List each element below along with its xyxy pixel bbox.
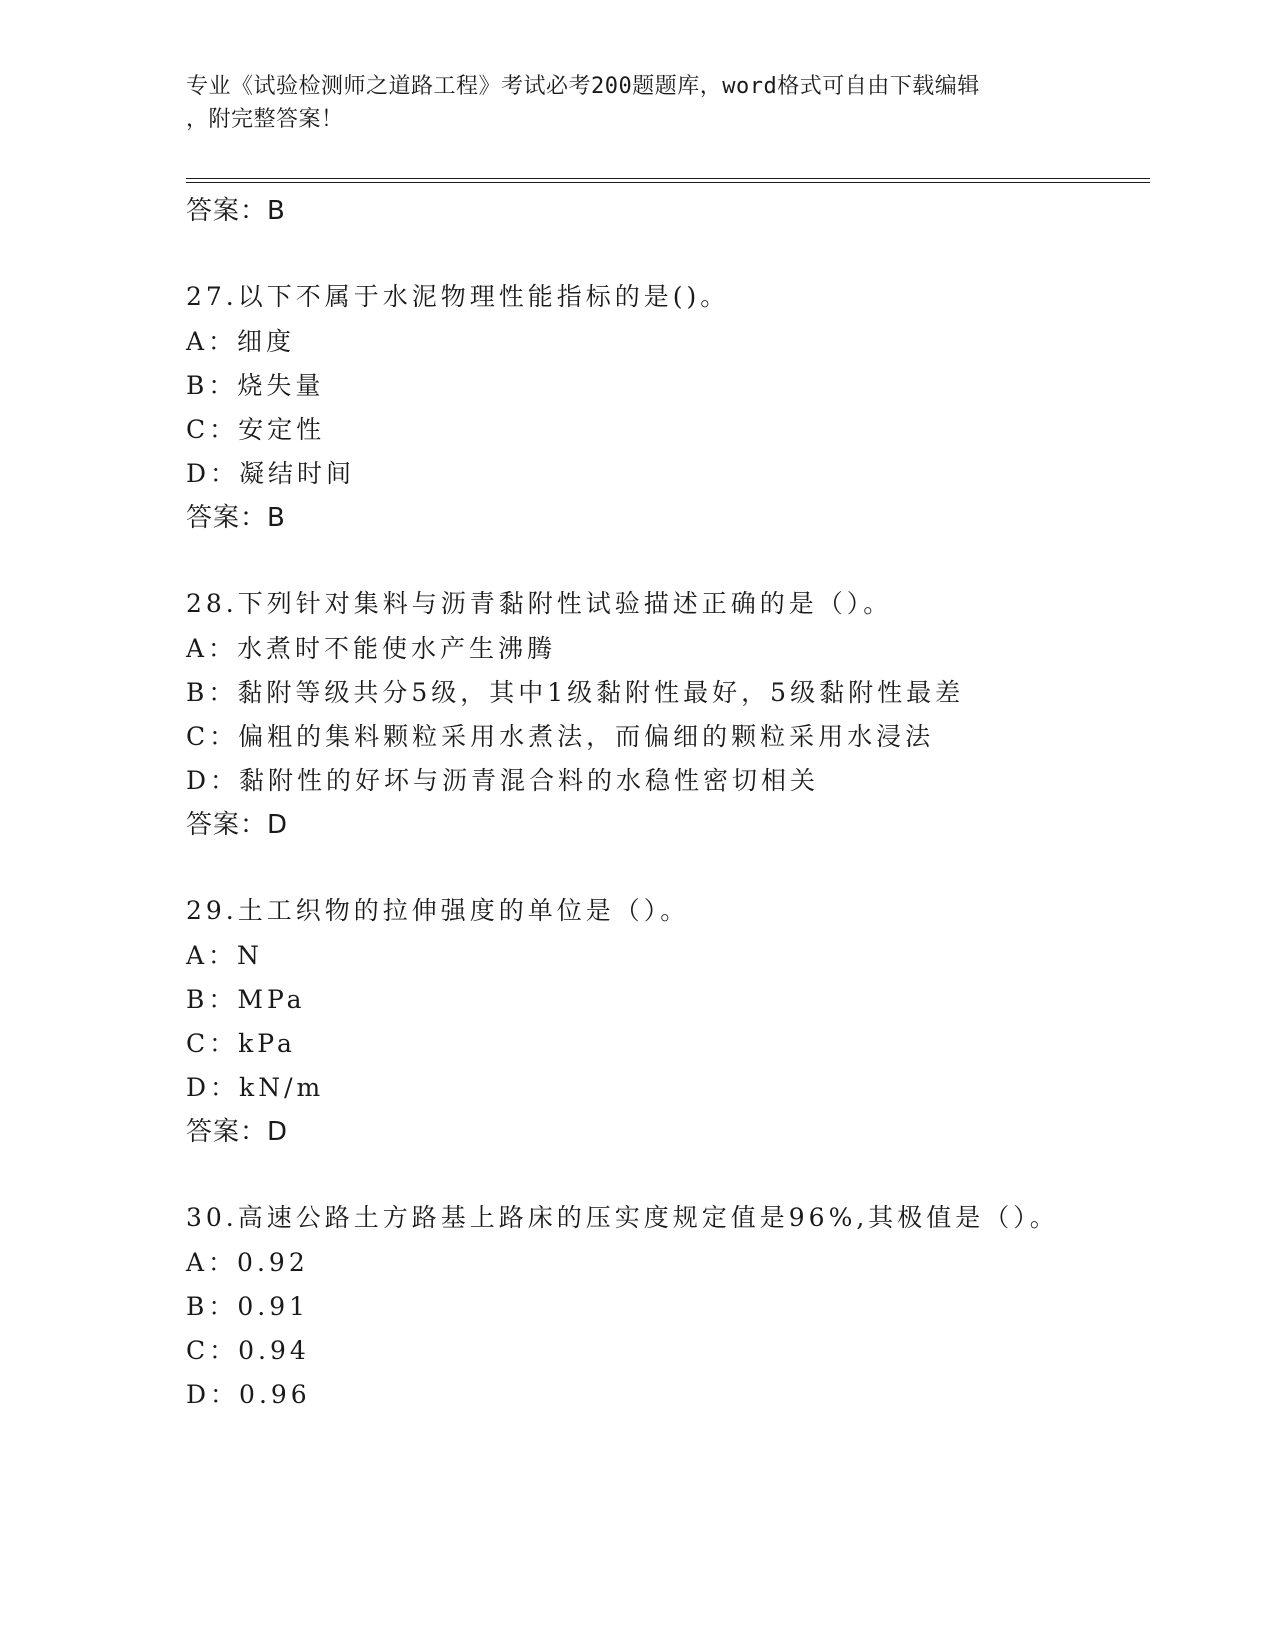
- option-a: A：0.92: [186, 1248, 309, 1277]
- header-divider: [186, 178, 1150, 183]
- option-c: C：0.94: [186, 1336, 310, 1365]
- document-title-line-2: ，附完整答案！: [186, 107, 344, 132]
- option-d: D：0.96: [186, 1380, 311, 1409]
- answer: 答案：D: [186, 1117, 289, 1147]
- option-c: C：偏粗的集料颗粒采用水煮法，而偏细的颗粒采用水浸法: [186, 722, 935, 751]
- option-a: A：水煮时不能使水产生沸腾: [186, 634, 557, 663]
- question-27: [186, 279, 1150, 536]
- document-title-line-1: 专业《试验检测师之道路工程》考试必考200题题库，word格式可自由下载编辑: [186, 74, 980, 99]
- option-b: B：0.91: [186, 1292, 310, 1321]
- question-text: 29.土工织物的拉伸强度的单位是（）。: [186, 896, 690, 925]
- option-a: A：细度: [186, 327, 296, 356]
- option-b: B：黏附等级共分5级，其中1级黏附性最好，5级黏附性最差: [186, 678, 965, 707]
- option-d: D：kN/m: [186, 1073, 325, 1102]
- question-text: 28.下列针对集料与沥青黏附性试验描述正确的是（）。: [186, 589, 893, 618]
- question-28: [186, 586, 1150, 843]
- option-c: C：kPa: [186, 1029, 296, 1058]
- option-b: B：MPa: [186, 985, 306, 1014]
- answer: 答案：B: [186, 503, 286, 533]
- question-text: 30.高速公路土方路基上路床的压实度规定值是96%,其极值是（）。: [186, 1203, 1059, 1232]
- question-30: [186, 1200, 1150, 1413]
- answer-26: 答案：B: [186, 196, 286, 226]
- option-d: D：黏附性的好坏与沥青混合料的水稳性密切相关: [186, 766, 820, 795]
- option-d: D：凝结时间: [186, 459, 356, 488]
- option-a: A：N: [186, 941, 263, 970]
- question-29: [186, 893, 1150, 1150]
- option-b: B：烧失量: [186, 371, 325, 400]
- option-c: C：安定性: [186, 415, 326, 444]
- question-text: 27.以下不属于水泥物理性能指标的是()。: [186, 282, 730, 311]
- answer: 答案：D: [186, 810, 289, 840]
- document-page: [186, 70, 1150, 1421]
